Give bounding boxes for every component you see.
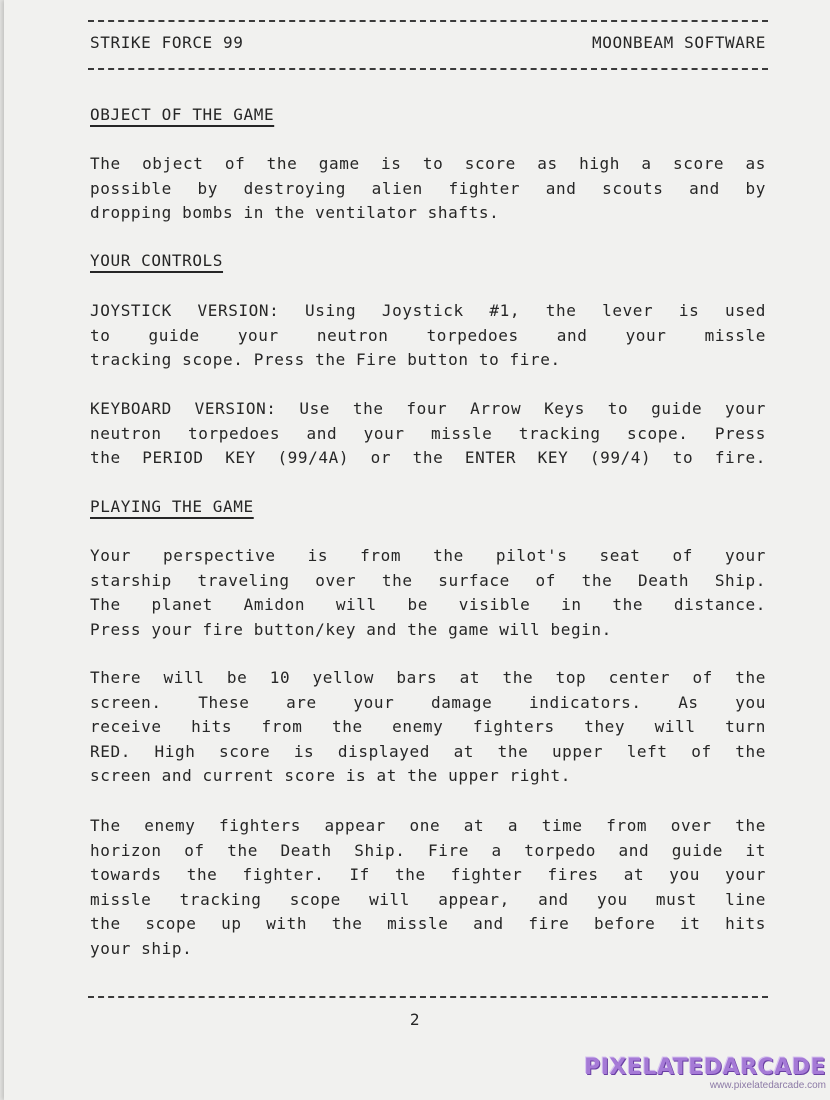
text-line: The object of the game is to score as high a score as: [90, 154, 766, 173]
header-bottom-divider: [88, 68, 768, 70]
paragraph-joystick: [90, 299, 766, 373]
text-line: your ship.: [90, 938, 193, 958]
text-line: screen. These are your damage indicators. As you: [90, 692, 766, 712]
watermark-logo: PIXELATEDARCADE: [584, 1055, 826, 1080]
text-line: to guide your neutron torpedoes and your missle: [90, 325, 766, 345]
text-line: horizon of the Death Ship. Fire a torpedo and guide it: [90, 840, 766, 860]
watermark: [584, 1056, 826, 1092]
text-line: receive hits from the enemy fighters they will turn: [90, 717, 766, 737]
game-title: STRIKE FORCE 99: [90, 33, 244, 52]
text-line: RED. High score is displayed at the upper left of the: [90, 741, 766, 761]
text-line: KEYBOARD VERSION: Use the four Arrow Keys to guide your: [90, 399, 766, 418]
text-line: Press your fire button/key and the game will begin.: [90, 619, 612, 639]
footer-divider: [88, 996, 768, 998]
section-heading-object: OBJECT OF THE GAME: [90, 105, 275, 124]
section-heading-controls: YOUR CONTROLS: [90, 251, 224, 270]
text-line: neutron torpedoes and your missle tracking scope. Press: [90, 423, 766, 443]
text-line: The enemy fighters appear one at a time from over the: [90, 816, 766, 835]
text-line: dropping bombs in the ventilator shafts.: [90, 203, 500, 223]
section-heading-playing: PLAYING THE GAME: [90, 497, 254, 516]
text-line: There will be 10 yellow bars at the top center of the: [90, 668, 766, 687]
paragraph-keyboard: [90, 397, 766, 471]
paragraph-object: [90, 152, 766, 226]
header-top-divider: [88, 20, 768, 22]
paragraph-damage-indicators: [90, 666, 766, 789]
text-line: screen and current score is at the upper right.: [90, 766, 571, 786]
text-line: Your perspective is from the pilot's seat of your: [90, 546, 766, 565]
paragraph-perspective: [90, 544, 766, 642]
text-line: missle tracking scope will appear, and you must line: [90, 889, 766, 909]
text-line: the PERIOD KEY (99/4A) or the ENTER KEY (99/4) to fire.: [90, 448, 766, 468]
watermark-url: www.pixelatedarcade.com: [709, 1080, 826, 1091]
text-line: starship traveling over the surface of the Death Ship.: [90, 570, 766, 590]
paragraph-enemy-fighters: [90, 814, 766, 962]
page-number: 2: [409, 1010, 421, 1029]
text-line: the scope up with the missle and fire before it hits: [90, 914, 766, 934]
text-line: towards the fighter. If the fighter fires at you your: [90, 865, 766, 885]
text-line: tracking scope. Press the Fire button to fire.: [90, 350, 561, 370]
text-line: JOYSTICK VERSION: Using Joystick #1, the lever is used: [90, 301, 766, 320]
publisher-name: MOONBEAM SOFTWARE: [592, 33, 766, 52]
text-line: possible by destroying alien fighter and scouts and by: [90, 178, 766, 198]
text-line: The planet Amidon will be visible in the distance.: [90, 595, 766, 615]
